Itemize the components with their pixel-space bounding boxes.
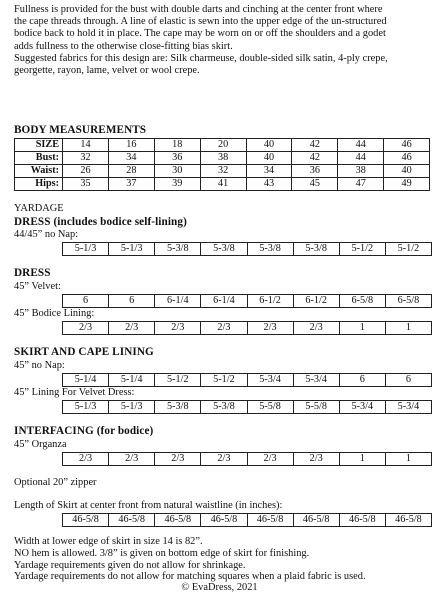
yardage-cell: 5-3/4 xyxy=(339,401,385,414)
yardage-cell: 46-5/8 xyxy=(63,514,109,527)
note-line: Yardage requirements do not allow for matching squares when a plaid fabric is used. xyxy=(14,571,366,583)
measurement-cell: 41 xyxy=(200,178,246,191)
measurement-cell: 26 xyxy=(63,165,109,178)
yardage-cell: 5-1/4 xyxy=(109,374,155,387)
yardage-row xyxy=(63,243,432,256)
intro-line: bodice back to hold it in place. The cape may be worn on or off the shoulders and a godet xyxy=(14,28,386,40)
interfacing-table xyxy=(62,452,432,466)
dress-bodice-table xyxy=(62,242,432,256)
note-line: Yardage requirements given do not allow for shrinkage. xyxy=(14,559,246,571)
yardage-cell: 2/3 xyxy=(247,453,293,466)
yardage-cell: 6 xyxy=(63,295,109,308)
yardage-cell: 1 xyxy=(385,453,431,466)
measurement-cell: 40 xyxy=(246,139,292,152)
yardage-cell: 5-1/2 xyxy=(155,374,201,387)
skirt-cape-velvet-table xyxy=(62,400,432,414)
yardage-cell: 2/3 xyxy=(63,453,109,466)
measurement-cell: 39 xyxy=(154,178,200,191)
measurement-cell: 46 xyxy=(384,152,430,165)
yardage-cell: 1 xyxy=(339,453,385,466)
dress-lining-table xyxy=(62,321,432,335)
yardage-cell: 46-5/8 xyxy=(339,514,385,527)
dress-velvet-table xyxy=(62,294,432,308)
skirt-length-table xyxy=(62,513,432,527)
yardage-cell: 2/3 xyxy=(293,453,339,466)
yardage-row xyxy=(63,401,432,414)
yardage-cell: 1 xyxy=(385,322,431,335)
yardage-cell: 5-1/3 xyxy=(109,401,155,414)
yardage-cell: 5-3/8 xyxy=(201,401,247,414)
body-measurements-heading: BODY MEASUREMENTS xyxy=(14,124,147,136)
measurement-cell: 44 xyxy=(338,152,384,165)
skirt-cape-heading: SKIRT AND CAPE LINING xyxy=(14,346,154,358)
yardage-cell: 5-5/8 xyxy=(247,401,293,414)
yardage-cell: 5-3/4 xyxy=(247,374,293,387)
yardage-cell: 5-1/3 xyxy=(109,243,155,256)
yardage-cell: 5-3/8 xyxy=(155,243,201,256)
yardage-cell: 46-5/8 xyxy=(201,514,247,527)
yardage-cell: 2/3 xyxy=(109,322,155,335)
yardage-cell: 5-3/4 xyxy=(293,374,339,387)
yardage-cell: 1 xyxy=(339,322,385,335)
yardage-row xyxy=(63,374,432,387)
yardage-cell: 46-5/8 xyxy=(385,514,431,527)
dress-velvet-label: 45” Velvet: xyxy=(14,281,61,292)
dress-bodice-heading: DRESS (includes bodice self-lining) xyxy=(14,216,187,228)
yardage-cell: 2/3 xyxy=(247,322,293,335)
measurement-cell: 32 xyxy=(63,152,109,165)
measurement-cell: 42 xyxy=(292,152,338,165)
intro-paragraph xyxy=(14,4,434,77)
interfacing-heading: INTERFACING (for bodice) xyxy=(14,425,154,437)
yardage-cell: 6 xyxy=(109,295,155,308)
copyright: © EvaDress, 2021 xyxy=(181,582,258,593)
yardage-cell: 5-1/3 xyxy=(63,243,109,256)
yardage-cell: 5-1/2 xyxy=(201,374,247,387)
yardage-cell: 2/3 xyxy=(155,453,201,466)
yardage-row xyxy=(63,322,432,335)
measurement-row-label: SIZE xyxy=(15,139,63,152)
measurement-cell: 35 xyxy=(63,178,109,191)
measurement-cell: 20 xyxy=(200,139,246,152)
yardage-cell: 6-1/2 xyxy=(293,295,339,308)
skirt-cape-nap-table xyxy=(62,373,432,387)
yardage-cell: 5-3/8 xyxy=(247,243,293,256)
measurement-cell: 34 xyxy=(246,165,292,178)
measurement-row-label: Bust: xyxy=(15,152,63,165)
intro-line: adds fullness to the otherwise close-fitting bias skirt. xyxy=(14,40,233,52)
measurement-cell: 49 xyxy=(384,178,430,191)
intro-line: the cape threads through. A line of elastic is sewn into the upper edge of the un-structured xyxy=(14,16,387,28)
dress-bodice-nap-label: 44/45” no Nap: xyxy=(14,229,79,240)
yardage-cell: 5-1/3 xyxy=(63,401,109,414)
measurement-cell: 14 xyxy=(63,139,109,152)
yardage-cell: 2/3 xyxy=(63,322,109,335)
yardage-row xyxy=(63,453,432,466)
measurement-cell: 36 xyxy=(154,152,200,165)
measurement-row xyxy=(15,152,430,165)
measurement-cell: 40 xyxy=(384,165,430,178)
measurement-cell: 28 xyxy=(108,165,154,178)
zipper-note: Optional 20” zipper xyxy=(14,477,97,488)
yardage-cell: 5-3/8 xyxy=(293,243,339,256)
measurement-row-label: Waist: xyxy=(15,165,63,178)
dress-heading: DRESS xyxy=(14,267,51,279)
yardage-cell: 6-1/4 xyxy=(155,295,201,308)
measurement-cell: 30 xyxy=(154,165,200,178)
measurement-row xyxy=(15,165,430,178)
measurement-cell: 38 xyxy=(338,165,384,178)
measurement-row-label: Hips: xyxy=(15,178,63,191)
measurement-cell: 40 xyxy=(246,152,292,165)
skirt-cape-velvet-label: 45” Lining For Velvet Dress: xyxy=(14,387,135,398)
yardage-cell: 2/3 xyxy=(201,453,247,466)
yardage-label: YARDAGE xyxy=(14,203,64,214)
intro-line: Suggested fabrics for this design are: Silk charmeuse, double-sided silk satin, 4-ply crepe, xyxy=(14,52,388,64)
measurement-row xyxy=(15,178,430,191)
skirt-cape-nap-label: 45” no Nap: xyxy=(14,360,65,371)
yardage-cell: 6 xyxy=(385,374,431,387)
yardage-cell: 5-5/8 xyxy=(293,401,339,414)
yardage-row xyxy=(63,295,432,308)
yardage-row xyxy=(63,514,432,527)
dress-lining-label: 45” Bodice Lining: xyxy=(14,308,95,319)
yardage-cell: 5-3/4 xyxy=(385,401,431,414)
intro-line: Fullness is provided for the bust with double darts and cinching at the center front where xyxy=(14,4,383,15)
yardage-cell: 5-3/8 xyxy=(155,401,201,414)
yardage-cell: 6-1/2 xyxy=(247,295,293,308)
yardage-cell: 46-5/8 xyxy=(247,514,293,527)
yardage-cell: 5-1/2 xyxy=(339,243,385,256)
yardage-cell: 2/3 xyxy=(109,453,155,466)
measurement-cell: 16 xyxy=(108,139,154,152)
yardage-cell: 5-1/4 xyxy=(63,374,109,387)
yardage-cell: 6 xyxy=(339,374,385,387)
measurement-cell: 42 xyxy=(292,139,338,152)
body-measurements-table xyxy=(14,138,430,191)
note-line: Width at lower edge of skirt in size 14 is 82”. xyxy=(14,536,203,547)
yardage-cell: 46-5/8 xyxy=(155,514,201,527)
yardage-cell: 6-5/8 xyxy=(385,295,431,308)
notes xyxy=(14,536,366,583)
yardage-cell: 2/3 xyxy=(293,322,339,335)
measurement-cell: 44 xyxy=(338,139,384,152)
yardage-cell: 6-5/8 xyxy=(339,295,385,308)
yardage-cell: 5-1/2 xyxy=(385,243,431,256)
measurement-cell: 18 xyxy=(154,139,200,152)
yardage-cell: 5-3/8 xyxy=(201,243,247,256)
measurement-cell: 46 xyxy=(384,139,430,152)
intro-line: georgette, rayon, lame, velvet or wool crepe. xyxy=(14,65,200,77)
yardage-cell: 6-1/4 xyxy=(201,295,247,308)
skirt-length-label: Length of Skirt at center front from natural waistline (in inches): xyxy=(14,500,283,511)
measurement-cell: 43 xyxy=(246,178,292,191)
measurement-cell: 38 xyxy=(200,152,246,165)
measurement-cell: 37 xyxy=(108,178,154,191)
measurement-cell: 32 xyxy=(200,165,246,178)
yardage-cell: 2/3 xyxy=(201,322,247,335)
measurement-cell: 36 xyxy=(292,165,338,178)
measurement-cell: 45 xyxy=(292,178,338,191)
measurement-cell: 47 xyxy=(338,178,384,191)
yardage-cell: 46-5/8 xyxy=(293,514,339,527)
measurement-cell: 34 xyxy=(108,152,154,165)
measurement-row xyxy=(15,139,430,152)
yardage-cell: 46-5/8 xyxy=(109,514,155,527)
yardage-cell: 2/3 xyxy=(155,322,201,335)
interfacing-organza-label: 45” Organza xyxy=(14,439,67,450)
note-line: NO hem is allowed. 3/8” is given on bottom edge of skirt for finishing. xyxy=(14,547,310,559)
